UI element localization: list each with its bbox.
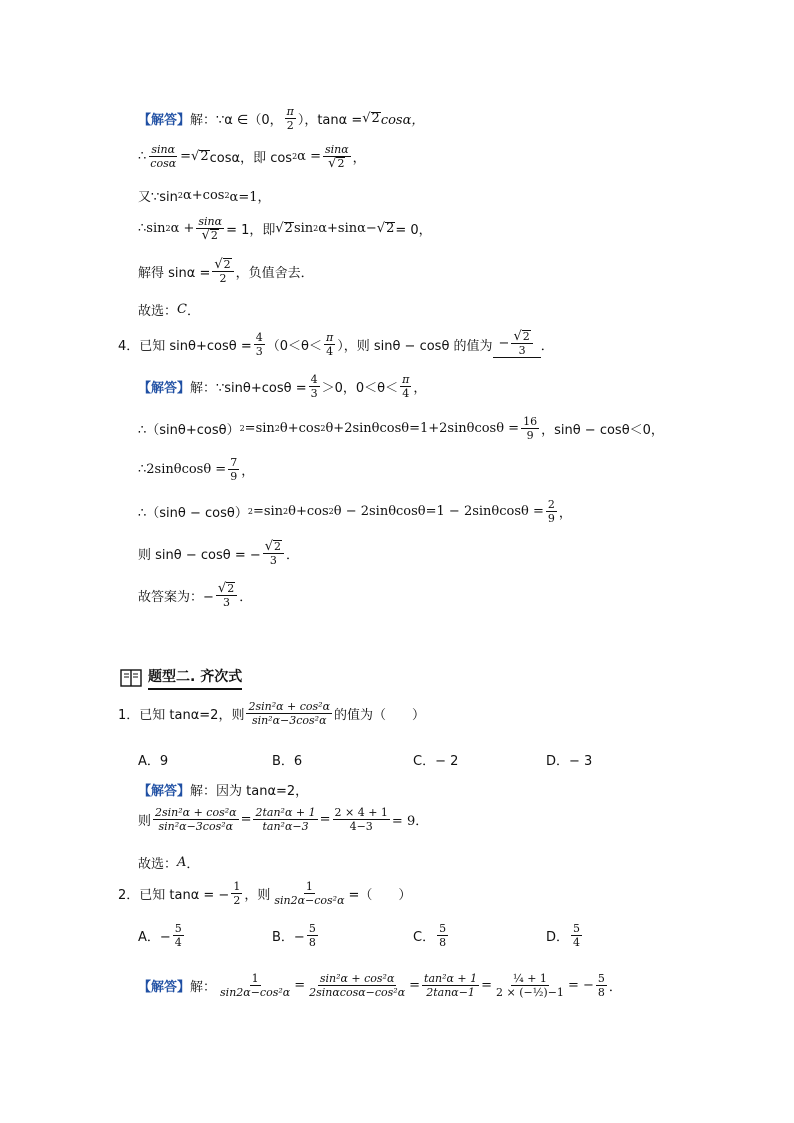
q1-answer-3: 故选： A ． (138, 855, 200, 872)
q1-option-a[interactable]: A．9 (138, 754, 169, 769)
p3-line-4: ∴sin 2 α + sinα √ 2 = 1，即 √ 2 sin 2 α+sinα− √ 2 = 0， (138, 215, 432, 243)
q4-answer-4: ∴（sinθ − cosθ） 2 =sin 2 θ+cos 2 θ − 2sinθcosθ=1 − 2sinθcosθ = $\frac{2}{9}$ ， (138, 498, 572, 525)
fraction: $\frac{\pi}{2}$ (286, 105, 294, 132)
q1-answer-2: 则 $\frac{\text{2sin²α + cos²α}}{\text{sin²α−3cos²α}}$ = $\frac{\text{2tan²α + 1}}{\text{tan²α−3}}$ = $\frac{2 \times 4 + 1}{4-3}$ = 9． (138, 806, 429, 833)
section-title: 题型二. 齐次式 (148, 666, 242, 690)
q2-answer-1: 【解答】 解： $\frac{1}{\text{sin2α−cos²α}}$ = $\frac{\text{sin²α + cos²α}}{\text{2sinαcosα−cos²α}}$ = $\frac{\text{tan²α + 1}}{2\tan\alpha-1}$ = $\frac{\text{¼ + 1}}{\text{2 × (−½)−1}}$ = − $\frac{5}{8}$ ． (138, 972, 622, 999)
p3-line-6: 故选： C ． (138, 302, 200, 319)
q2-stem: 2．已知 tanα = − $\frac{1}{2}$ ，则 $\frac{1}{\text{sin2α−cos²α}}$ =（ ） (118, 880, 412, 907)
sqrt-2: √ 2 (362, 111, 380, 126)
q2-option-d[interactable]: D． $\frac{5}{4}$ (546, 922, 581, 949)
q4-answer-6: 故答案为：− √ 2 3 ． (138, 581, 253, 609)
book-icon (120, 669, 142, 687)
p3-line-1: 【解答】 解：∵α ∈（0， $\frac{\pi}{2}$ ），tanα = √ 2 cosα， (138, 105, 425, 132)
q4-answer-5: 则 sinθ − cosθ = − √ 2 3 ． (138, 539, 300, 567)
q2-option-b[interactable]: B．− $\frac{5}{8}$ (272, 922, 316, 949)
q2-option-c[interactable]: C． $\frac{5}{8}$ (413, 922, 447, 949)
p3-line-2: ∴ $\frac{\sin\alpha}{\cos\alpha}$ = √ 2 cosα，即 cos 2 α = sinα √ 2 ， (138, 143, 366, 171)
answer-tag: 【解答】 (138, 113, 191, 128)
q4-answer-2: ∴（sinθ+cosθ） 2 =sin 2 θ+cos 2 θ+2sinθcosθ=1+2sinθcosθ = $\frac{16}{9}$ ，sinθ − cosθ＜0， (138, 415, 664, 442)
answer-blank: − √ 2 3 (493, 330, 541, 358)
section-header (120, 666, 242, 690)
q4-stem: 4．已知 sinθ+cosθ = $\frac{4}{3}$ （0＜θ＜ $\frac{\pi}{4}$ ），则 sinθ − cosθ 的值为 − √ 2 3 ． (118, 329, 554, 358)
p3-line-5: 解得 sinα = √ 2 2 ，负值舍去． (138, 257, 314, 285)
q2-option-a[interactable]: A．− $\frac{5}{4}$ (138, 922, 182, 949)
q4-answer-3: ∴2sinθcosθ = $\frac{7}{9}$ ， (138, 456, 255, 483)
q1-option-b[interactable]: B．6 (272, 754, 303, 769)
q1-option-c[interactable]: C．− 2 (413, 754, 459, 769)
q1-stem: 1．已知 tanα=2，则 $\frac{\text{2sin²α + cos²α}}{\text{sin²α−3cos²α}}$ 的值为（ ） (118, 700, 426, 727)
q4-answer-1: 【解答】 解：∵sinθ+cosθ = $\frac{4}{3}$ ＞0，0＜θ＜ $\frac{\pi}{4}$ ， (138, 373, 427, 400)
q1-option-d[interactable]: D．− 3 (546, 754, 593, 769)
p3-line-3: 又∵sin 2 α+cos 2 α=1， (138, 188, 271, 205)
q1-answer-1: 【解答】 解：因为 tanα=2， (138, 784, 309, 799)
